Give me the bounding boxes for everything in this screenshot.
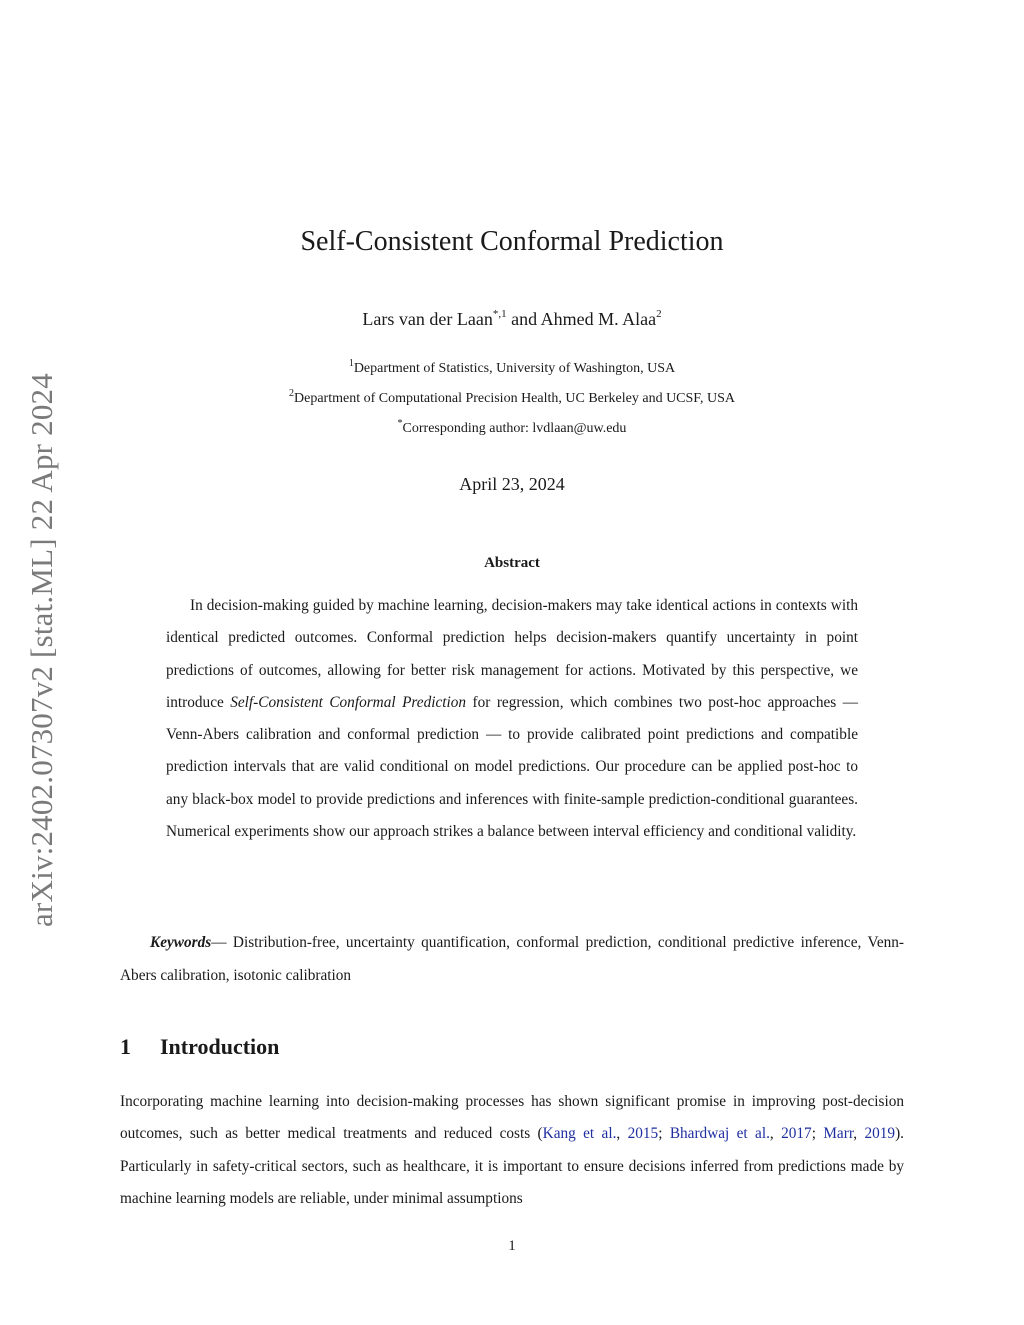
keywords bbox=[120, 927, 904, 992]
affiliation-text: Department of Statistics, University of Washington, USA bbox=[353, 361, 676, 376]
affiliation bbox=[0, 388, 1024, 407]
abstract-text bbox=[166, 590, 858, 848]
corresponding-author bbox=[0, 418, 1024, 437]
citation-link[interactable]: Marr bbox=[823, 1125, 854, 1143]
affiliation bbox=[0, 358, 1024, 377]
author-name: Ahmed M. Alaa bbox=[540, 309, 657, 329]
abstract-emphasis: Self-Consistent Conformal Prediction bbox=[230, 693, 467, 711]
citation-link[interactable]: Kang et al. bbox=[542, 1125, 617, 1143]
affiliation-marker: 1 bbox=[348, 358, 354, 369]
citation-separator: , bbox=[853, 1125, 865, 1143]
keywords-label: Keywords bbox=[150, 934, 212, 951]
citation-link[interactable]: Bhardwaj et al. bbox=[669, 1125, 770, 1143]
citation-separator: ; bbox=[811, 1125, 824, 1143]
paper-date: April 23, 2024 bbox=[459, 474, 565, 494]
affiliation-text: Department of Computational Precision Health, UC Berkeley and UCSF, USA bbox=[294, 391, 735, 406]
intro-paragraph bbox=[120, 1086, 904, 1215]
affiliation-marker: 2 bbox=[289, 388, 294, 399]
citation-separator: ; bbox=[658, 1125, 670, 1143]
arxiv-identifier-stamp: arXiv:2402.07307v2 [stat.ML] 22 Apr 2024 bbox=[24, 373, 59, 927]
author-line bbox=[0, 309, 1024, 330]
intro-text: Incorporating machine learning into decision-making processes has shown significant promise in improving post-decision outcomes, such as better medical treatments and reduced costs ( bbox=[120, 1093, 904, 1143]
affiliation-marker: * bbox=[397, 418, 403, 429]
citation-year-link[interactable]: 2015 bbox=[627, 1125, 659, 1143]
section-heading bbox=[120, 1034, 279, 1060]
author-superscript: *,1 bbox=[492, 308, 507, 320]
citation-separator: , bbox=[769, 1125, 782, 1143]
section-number: 1 bbox=[120, 1034, 131, 1059]
abstract-text-part: In decision-making guided by machine learning, decision-makers may take identical actions in contexts with identical predicted outcomes. Conformal prediction helps decision-makers quantify uncertainty in point predictions of outcomes, allowing for better risk management for actions. Motivated by this perspective, we introduce bbox=[166, 597, 858, 711]
author-superscript: 2 bbox=[656, 308, 662, 320]
section-title: Introduction bbox=[160, 1034, 280, 1059]
citation-year-link[interactable]: 2017 bbox=[781, 1125, 812, 1143]
page-number: 1 bbox=[508, 1238, 516, 1254]
abstract-text-part: for regression, which combines two post-hoc approaches — Venn-Abers calibration and conformal prediction — to provide calibrated point predictions and compatible prediction intervals that are valid conditional on model predictions. Our procedure can be applied post-hoc to any black-box model to provide predictions and inferences with finite-sample prediction-conditional guarantees. Numerical experiments show our approach strikes a balance between interval efficiency and conditional validity. bbox=[166, 693, 858, 841]
keywords-text: — Distribution-free, uncertainty quantification, conformal prediction, conditional predictive inference, Venn-Abers calibration, isotonic calibration bbox=[120, 934, 904, 984]
affiliation-text: Corresponding author: lvdlaan@uw.edu bbox=[402, 421, 627, 436]
abstract-heading: Abstract bbox=[484, 555, 540, 571]
author-name: Lars van der Laan bbox=[362, 309, 493, 329]
citation-year-link[interactable]: 2019 bbox=[864, 1125, 896, 1143]
citation-separator: , bbox=[616, 1125, 628, 1143]
author-connector: and bbox=[511, 309, 538, 329]
paper-title: Self-Consistent Conformal Prediction bbox=[300, 226, 724, 257]
intro-text: ). Particularly in safety-critical sectors, such as healthcare, it is important to ensure decisions inferred from predictions made by machine learning models are reliable, under minimal assumptions bbox=[120, 1125, 904, 1207]
